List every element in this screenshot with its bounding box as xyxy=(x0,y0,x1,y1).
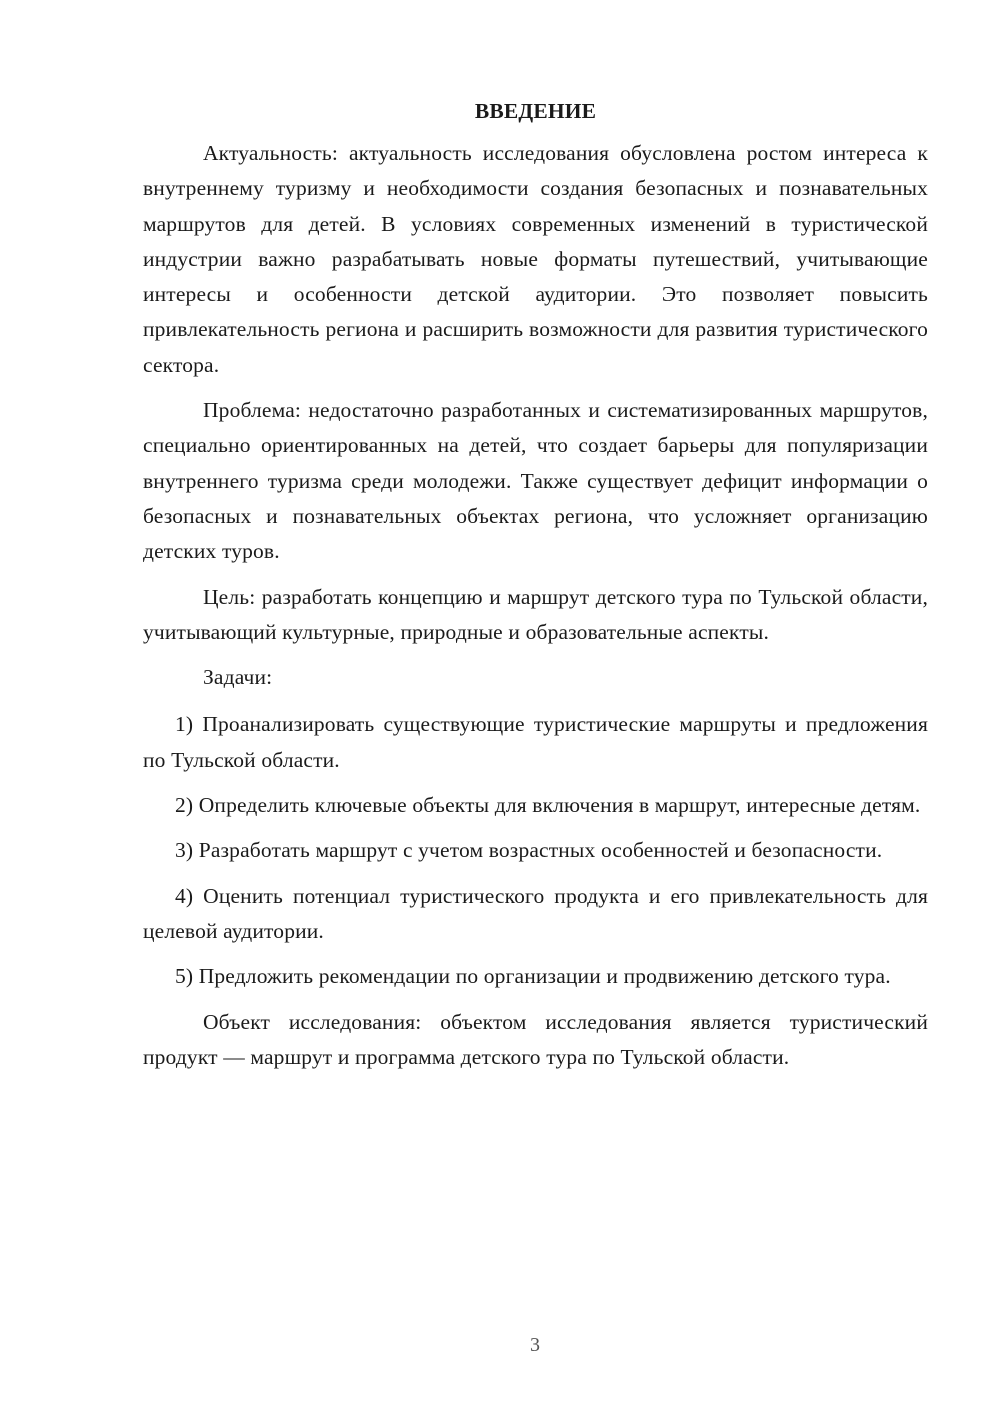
section-heading: ВВЕДЕНИЕ xyxy=(474,99,597,123)
page-number: 3 xyxy=(530,1334,540,1356)
task-item-4: 4) Оценить потенциал туристического продукта и его привлекательность для целевой аудитории. xyxy=(143,883,928,943)
page-content xyxy=(143,96,928,1085)
task-item-3: 3) Разработать маршрут с учетом возрастных особенностей и безопасности. xyxy=(175,838,883,863)
task-item-5: 5) Предложить рекомендации по организации и продвижению детского тура. xyxy=(175,964,891,989)
paragraph-relevance: Актуальность: актуальность исследования обусловлена ростом интереса к внутреннему туризму и необходимости создания безопасных и познавательных маршрутов для детей. В условиях современных изменений в туристической индустрии важно разрабатывать новые форматы путешествий, учитывающие интересы и особенности детской аудитории. Это позволяет повысить привлекательность региона и расширить возможности для развития туристического сектора. xyxy=(143,141,928,377)
paragraph-problem: Проблема: недостаточно разработанных и систематизированных маршрутов, специально ориентированных на детей, что создает барьеры для популяризации внутреннего туризма среди молодежи. Также существует дефицит информации о безопасных и познавательных объектах региона, что усложняет организацию детских туров. xyxy=(143,398,928,564)
tasks-title: Задачи: xyxy=(203,665,273,690)
task-item-1: 1) Проанализировать существующие туристические маршруты и предложения по Тульской области. xyxy=(143,712,928,772)
task-item-2: 2) Определить ключевые объекты для включения в маршрут, интересные детям. xyxy=(175,793,921,818)
paragraph-goal: Цель: разработать концепцию и маршрут детского тура по Тульской области, учитывающий культурные, природные и образовательные аспекты. xyxy=(143,584,928,644)
paragraph-object: Объект исследования: объектом исследования является туристический продукт — маршрут и программа детского тура по Тульской области. xyxy=(143,1009,928,1069)
